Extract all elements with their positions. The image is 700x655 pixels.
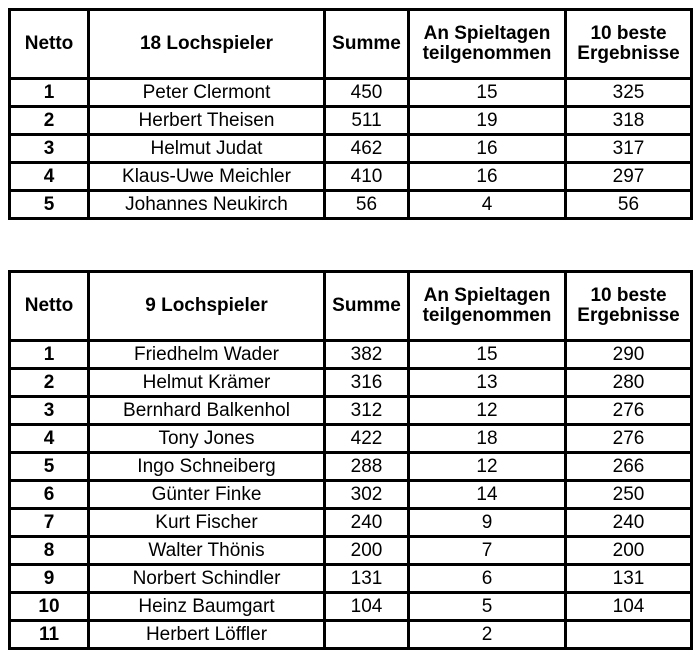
sum-cell: 462 [325,135,409,163]
days-played-cell: 19 [409,107,566,135]
best-ten-cell [566,621,692,649]
rank-cell: 2 [10,369,89,397]
header-row [10,10,692,79]
header-name: 18 Lochspieler [89,10,325,79]
header-days-line1: An Spieltagen [423,285,551,306]
header-days [409,10,566,79]
days-played-cell: 13 [409,369,566,397]
rank-cell: 10 [10,593,89,621]
header-days-line2: teilgenommen [422,43,552,64]
player-name-cell: Friedhelm Wader [89,341,325,369]
header-best-line1: 10 beste [590,285,667,306]
rank-cell: 11 [10,621,89,649]
header-best [566,10,692,79]
days-played-cell: 7 [409,537,566,565]
table-row [10,621,692,649]
rank-cell: 4 [10,163,89,191]
header-best-line2: Ergebnisse [577,305,680,326]
rank-cell: 3 [10,397,89,425]
days-played-cell: 15 [409,79,566,107]
best-ten-cell: 56 [566,191,692,219]
table-row [10,341,692,369]
header-sum: Summe [325,10,409,79]
player-name-cell: Peter Clermont [89,79,325,107]
best-ten-cell: 280 [566,369,692,397]
header-rank: Netto [10,272,89,341]
sum-cell: 410 [325,163,409,191]
rank-cell: 5 [10,453,89,481]
best-ten-cell: 276 [566,397,692,425]
sum-cell: 56 [325,191,409,219]
table-row [10,397,692,425]
days-played-cell: 12 [409,397,566,425]
header-best-line2: Ergebnisse [577,43,680,64]
sum-cell [325,621,409,649]
table-18-hole-players [8,8,693,220]
rank-cell: 4 [10,425,89,453]
player-name-cell: Günter Finke [89,481,325,509]
table-row [10,453,692,481]
header-row [10,272,692,341]
player-name-cell: Helmut Krämer [89,369,325,397]
table-row [10,481,692,509]
header-best [566,272,692,341]
player-name-cell: Bernhard Balkenhol [89,397,325,425]
sum-cell: 450 [325,79,409,107]
best-ten-cell: 325 [566,79,692,107]
days-played-cell: 2 [409,621,566,649]
sum-cell: 288 [325,453,409,481]
sum-cell: 302 [325,481,409,509]
player-name-cell: Johannes Neukirch [89,191,325,219]
rank-cell: 2 [10,107,89,135]
best-ten-cell: 250 [566,481,692,509]
sum-cell: 382 [325,341,409,369]
days-played-cell: 12 [409,453,566,481]
best-ten-cell: 290 [566,341,692,369]
header-days-line2: teilgenommen [422,305,552,326]
header-rank: Netto [10,10,89,79]
rank-cell: 6 [10,481,89,509]
table-row [10,107,692,135]
sum-cell: 240 [325,509,409,537]
days-played-cell: 4 [409,191,566,219]
player-name-cell: Heinz Baumgart [89,593,325,621]
table-row [10,537,692,565]
rank-cell: 8 [10,537,89,565]
best-ten-cell: 200 [566,537,692,565]
player-name-cell: Norbert Schindler [89,565,325,593]
table-row [10,425,692,453]
rank-cell: 1 [10,79,89,107]
rank-cell: 1 [10,341,89,369]
rank-cell: 5 [10,191,89,219]
table-row [10,509,692,537]
sum-cell: 200 [325,537,409,565]
days-played-cell: 9 [409,509,566,537]
player-name-cell: Klaus-Uwe Meichler [89,163,325,191]
sum-cell: 422 [325,425,409,453]
player-name-cell: Kurt Fischer [89,509,325,537]
table-9-hole-players [8,270,693,650]
table-row [10,191,692,219]
best-ten-cell: 297 [566,163,692,191]
days-played-cell: 6 [409,565,566,593]
player-name-cell: Tony Jones [89,425,325,453]
sum-cell: 312 [325,397,409,425]
player-name-cell: Ingo Schneiberg [89,453,325,481]
sum-cell: 104 [325,593,409,621]
header-days [409,272,566,341]
best-ten-cell: 276 [566,425,692,453]
player-name-cell: Herbert Theisen [89,107,325,135]
days-played-cell: 14 [409,481,566,509]
sum-cell: 131 [325,565,409,593]
sum-cell: 511 [325,107,409,135]
header-days-line1: An Spieltagen [423,23,551,44]
days-played-cell: 16 [409,163,566,191]
best-ten-cell: 317 [566,135,692,163]
days-played-cell: 15 [409,341,566,369]
best-ten-cell: 240 [566,509,692,537]
sum-cell: 316 [325,369,409,397]
table-row [10,135,692,163]
rank-cell: 7 [10,509,89,537]
rank-cell: 3 [10,135,89,163]
table-row [10,369,692,397]
table-row [10,593,692,621]
best-ten-cell: 318 [566,107,692,135]
best-ten-cell: 131 [566,565,692,593]
table-row [10,163,692,191]
days-played-cell: 5 [409,593,566,621]
player-name-cell: Herbert Löffler [89,621,325,649]
player-name-cell: Helmut Judat [89,135,325,163]
header-best-line1: 10 beste [590,23,667,44]
rank-cell: 9 [10,565,89,593]
days-played-cell: 16 [409,135,566,163]
player-name-cell: Walter Thönis [89,537,325,565]
table-row [10,79,692,107]
best-ten-cell: 266 [566,453,692,481]
table-row [10,565,692,593]
header-name: 9 Lochspieler [89,272,325,341]
header-sum: Summe [325,272,409,341]
days-played-cell: 18 [409,425,566,453]
best-ten-cell: 104 [566,593,692,621]
